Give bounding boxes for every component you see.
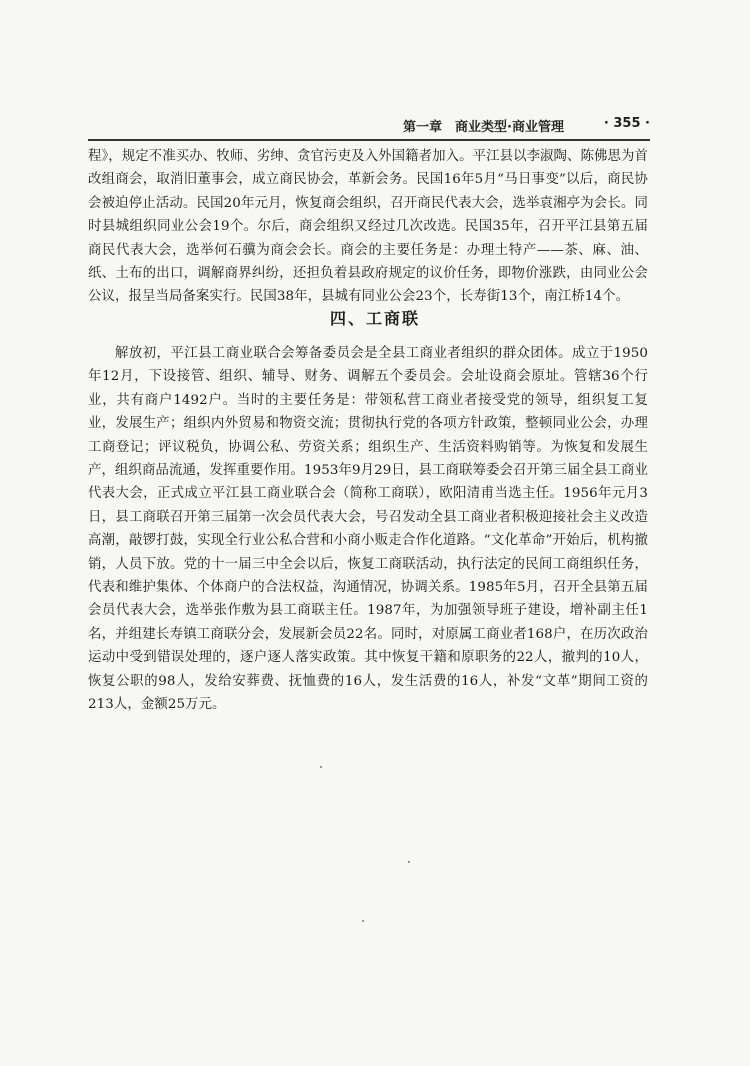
paragraph-continued: 程》，规定不准买办、牧师、劣绅、贪官污吏及入外国籍者加入。平江县以李淑陶、陈佛思为首改组商会，取消旧董事会，成立商民协会，革新会务。民国16年5月“马日事变”以后，商民协会被迫停止活动。民国20年元月，恢复商会组织，召开商民代表大会，选举袁湘亭为会长。同时县城组织同业公会19个。尔后，商会组织又经过几次改选。民国35年，召开平江县第五届商民代表大会，选举何石骥为商会会长。商会的主要任务是：办理土特产——茶、麻、油、纸、土布的出口，调解商界纠纷，还担负着县政府规定的议价任务，即物价涨跌，由同业公会公议，报呈当局备案实行。民国38年，县城有同业公会23个，长寿街13个，南江桥14个。 <box>88 149 648 305</box>
section-heading: 四、工商联 <box>329 309 420 328</box>
scan-speck <box>362 920 364 922</box>
page-number: · 355 · <box>603 116 650 131</box>
chapter-title: 第一章 商业类型·商业管理 <box>403 120 564 135</box>
header-rule <box>88 139 650 141</box>
scan-speck <box>408 861 410 863</box>
running-header <box>88 116 650 136</box>
paragraph-gongshanglian: 解放初，平江县工商业联合会筹备委员会是全县工商业者组织的群众团体。成立于1950年12月，下设接管、组织、辅导、财务、调解五个委员会。会址设商会原址。管辖36个行业，共有商户1492户。当时的主要任务是：带领私营工商业者接受党的领导，组织复工复业，发展生产；组织内外贸易和物资交流；贯彻执行党的各项方针政策，整顿同业公会，办理工商登记；评议税负，协调公私、劳资关系；组织生产、生活资料购销等。为恢复和发展生产，组织商品流通，发挥重要作用。1953年9月29日，县工商联筹委会召开第三届全县工商业代表大会，正式成立平江县工商业联合会（简称工商联），欧阳清甫当选主任。1956年元月3日，县工商联召开第三届第一次会员代表大会，号召发动全县工商业者积极迎接社会主义改造高潮，敲锣打鼓，实现全行业公私合营和小商小贩走合作化道路。“文化革命”开始后，机构撤销，人员下放。党的十一届三中全会以后，恢复工商联活动，执行法定的民间工商组织任务，代表和维护集体、个体商户的合法权益，沟通情况，协调关系。1985年5月，召开全县第五届会员代表大会，选举张作敷为县工商联主任。1987年，为加强领导班子建设，增补副主任1名，并组建长寿镇工商联分会，发展新会员22名。同时，对原属工商业者168户，在历次政治运动中受到错误处理的，逐户逐人落实政策。其中恢复干籍和原职务的22人，撤判的10人，恢复公职的98人，发给安葬费、抚恤费的16人，发生活费的16人，补发“文革”期间工资的213人，金额25万元。 <box>88 346 648 713</box>
scan-speck <box>320 766 322 768</box>
